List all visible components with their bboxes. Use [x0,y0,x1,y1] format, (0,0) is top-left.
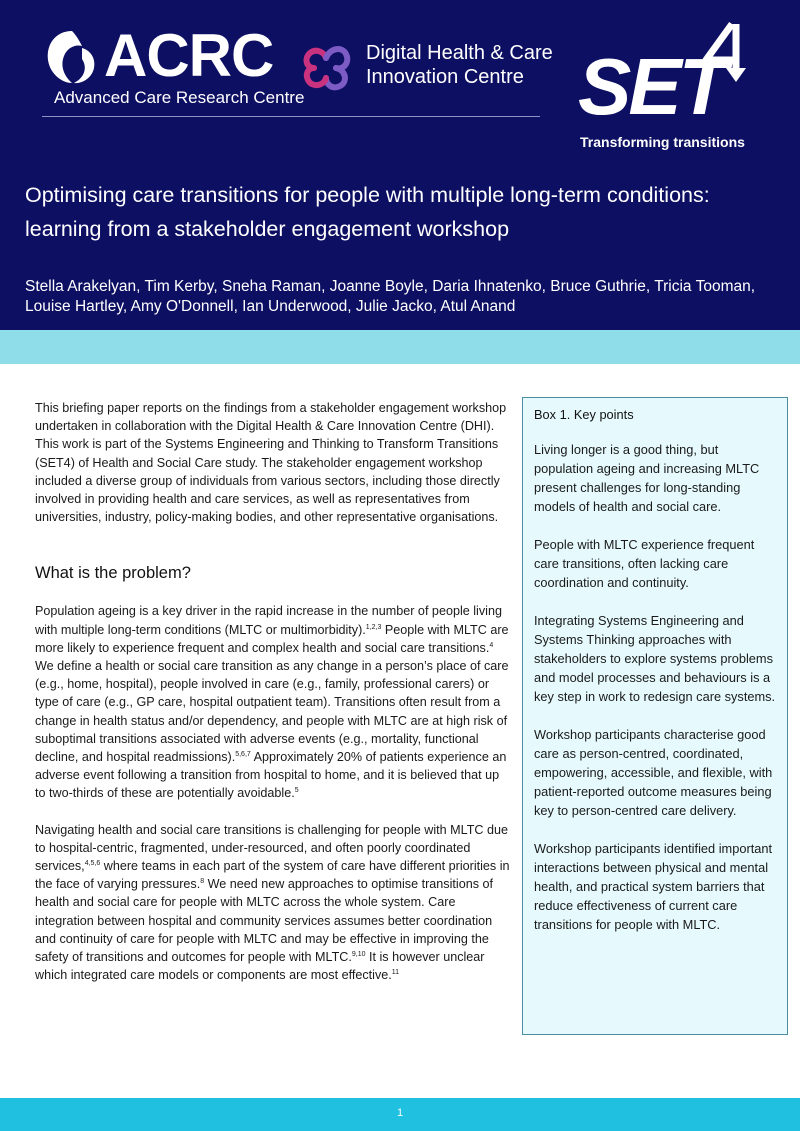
citation-superscript: 8 [200,878,205,886]
citation-superscript: 4,5,6 [84,859,101,867]
dhi-name-line2: Innovation Centre [366,66,524,88]
key-point: Workshop participants characterise good care as person-centred, coordinated, empowering, accessible, and flexible, with patient-reported outcome measures being key to person-centred care delivery. [534,727,773,818]
header-accent-band [0,330,800,364]
main-text-column [35,399,513,984]
dhi-name [366,41,553,89]
set4-arrow-mark-icon [696,20,760,86]
citation-superscript: 11 [391,969,400,977]
citation-superscript: 4 [489,641,494,649]
dhi-logo-mark-icon [300,38,354,92]
key-point: Workshop participants identified important interactions between physical and mental health, and practical system barriers that reduce effectiveness of current care transitions for people with MLTC. [534,841,773,932]
author-list-line2: Louise Hartley, Amy O'Donnell, Ian Underwood, Julie Jacko, Atul Anand [25,298,516,315]
text-span: Navigating health and social care transitions is challenging for people with MLTC due to hospital-centric, fragmented, under-resourced, and often poorly coordinated services, [35,822,508,874]
set4-logo [578,20,768,160]
problem-paragraph-2 [35,821,513,985]
text-span: Approximately 20% of patients experience an adverse event following a transition from hospital to home, and it is believed that up to two-thirds of these are potentially avoidable. [35,750,507,801]
page-title [25,178,775,246]
citation-superscript: 5,6,7 [235,750,251,758]
key-points-title: Box 1. Key points [534,407,634,422]
key-point: People with MLTC experience frequent care transitions, often lacking care coordination and continuity. [534,537,755,590]
section-heading: What is the problem? [35,564,191,583]
page-title-line1: Optimising care transitions for people with multiple long-term conditions: [25,183,710,207]
text-span: Population ageing is a key driver in the rapid increase in the number of people living with multiple long-term conditions (MLTC or multimorbidity). [35,604,502,637]
acrc-logo [42,22,305,108]
page-title-line2: learning from a stakeholder engagement workshop [25,217,510,241]
text-span: We need new approaches to optimise transitions of health and social care for people with MLTC across the whole system. Care integration between hospital and community services assumes better coordination and continuity of care for people with MLTC and may be effective in improving the safety of transitions and outcomes for people with MLTC. [35,877,493,965]
acrc-logo-mark-icon [42,26,102,86]
key-point: Integrating Systems Engineering and Systems Thinking approaches with stakeholders to explore systems problems and model processes and behaviours is a key step in work to redesign care systems. [534,613,776,704]
text-span: It is however unclear which integrated care models or components are most effective. [35,950,485,983]
author-list [25,277,785,317]
text-span: People with MLTC are more likely to experience frequent and complex health and social care transitions. [35,622,509,655]
page-number: 1 [396,1107,404,1119]
text-span: We define a health or social care transition as any change in a person’s place of care (e.g., home, hospital), people involved in care (e.g., family, professional carers) or type of care (e.g., GP care, hospital outpatient team). Transitions often result from a change in health status and/or dependency, and people with MLTC are at high risk of suboptimal transitions associated with adverse events (e.g., mortality, functional decline, and hospital readmissions). [35,659,509,765]
acrc-subtitle: Advanced Care Research Centre [54,88,305,107]
header-banner [0,0,800,330]
page-footer [0,1098,800,1131]
set4-tagline: Transforming transitions [580,134,745,150]
intro-paragraph: This briefing paper reports on the findings from a stakeholder engagement workshop undertaken in collaboration with the Digital Health & Care Innovation Centre (DHI). This work is part of the Systems Engineering and Thinking to Transform Transitions (SET4) of Health and Social Care study. The stakeholder engagement workshop included a diverse group of individuals from various sectors, including those directly involved in providing health and care services, as well as representatives from universities, industry, policy-making bodies, and other representative organisations. [35,401,507,525]
citation-superscript: 1,2,3 [365,623,382,631]
dhi-name-line1: Digital Health & Care [366,42,553,64]
key-point: Living longer is a good thing, but population ageing and increasing MLTC present challenges for long-standing models of health and social care. [534,442,760,514]
dhi-logo [300,38,570,92]
set-wordmark: SET [578,42,725,131]
citation-superscript: 5 [294,787,299,795]
citation-superscript: 9,10 [351,950,366,958]
header-divider [42,116,540,117]
key-points-box [522,397,788,1035]
text-span: where teams in each part of the system of care have different priorities in the face of varying pressures. [35,859,510,892]
author-list-line1: Stella Arakelyan, Tim Kerby, Sneha Raman, Joanne Boyle, Daria Ihnatenko, Bruce Guthrie, Tricia Tooman, [25,278,756,295]
problem-paragraph-1 [35,602,513,802]
acrc-wordmark: ACRC [104,22,274,89]
